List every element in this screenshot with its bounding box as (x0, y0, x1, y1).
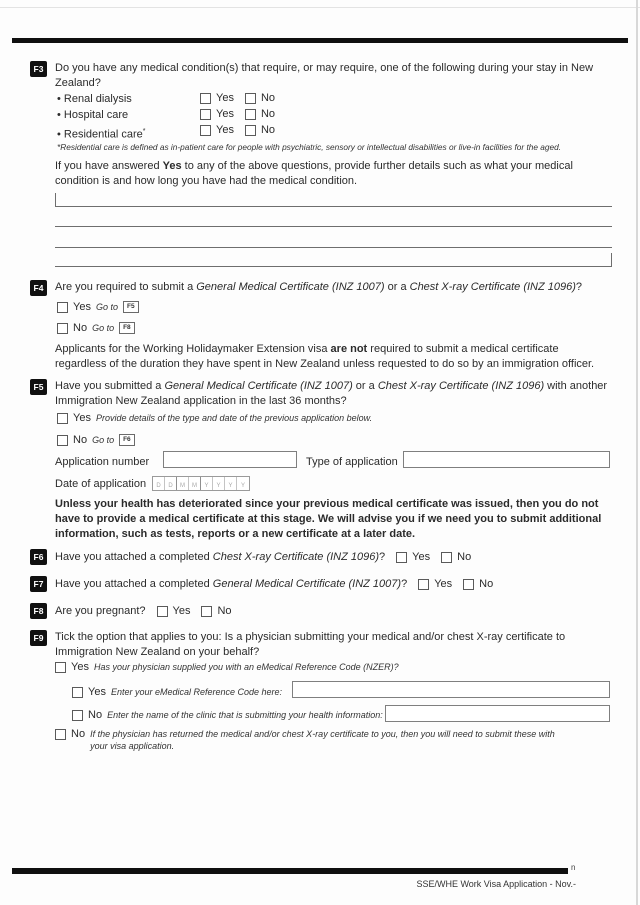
f4-yes-goto-text: Go to (95, 302, 118, 312)
f4-yes-label: Yes (73, 301, 91, 313)
f3-question: Do you have any medical condition(s) that require, or may require, one of the following during your stay in New Zealand? (55, 62, 594, 89)
f5-question: Have you submitted a General Medical Certificate (INZ 1007) or a Chest X-ray Certificate (INZ 1096) with another Immigration New Zealand application in the last 36 months? (55, 380, 608, 407)
f9-yes-label: Yes (71, 661, 89, 673)
f5-date-input[interactable] (152, 476, 250, 491)
date-cell-y3: Y (225, 477, 237, 490)
f6-yes-checkbox[interactable] (396, 552, 407, 563)
f4-note: Applicants for the Working Holidaymaker Extension visa are not required to submit a medical certificate regardless of the duration they have spent in New Zealand unless requested to do so by an immigration officer. (55, 343, 595, 370)
f7-row (55, 577, 493, 592)
section-divider-bar-bottom (12, 868, 568, 874)
f3-option-renal-label: • Renal dialysis (57, 93, 132, 105)
footer-document-title: SSE/WHE Work Visa Application - Nov.- (416, 879, 576, 889)
question-badge-f8: F8 (30, 603, 47, 619)
f3-details-writing-line-2[interactable] (55, 214, 612, 227)
f3-hospital-yes-label: Yes (216, 108, 234, 120)
f5-yes-label: Yes (73, 412, 91, 424)
f3-details-writing-line-4[interactable] (55, 254, 612, 267)
f9-no-note: If the physician has returned the medical and/or chest X-ray certificate to you, then you will need to submit these with your visa application. (90, 729, 555, 751)
question-badge-f5: F5 (30, 379, 47, 395)
f4-no-label: No (73, 322, 88, 334)
f8-no-checkbox[interactable] (201, 606, 212, 617)
f9-clinic-name-input[interactable] (385, 705, 610, 722)
f5-no-label: No (73, 434, 88, 446)
f3-renal-no-checkbox[interactable] (245, 93, 256, 104)
f3-option-residential-label: • Residential care* (57, 128, 146, 141)
f9-no-checkbox[interactable] (55, 729, 66, 740)
f5-yes-row (57, 412, 372, 424)
f3-hospital-no-label: No (260, 108, 276, 120)
f3-renal-yes-checkbox[interactable] (200, 93, 211, 104)
f9-no-row (55, 728, 615, 752)
f3-details-writing-line-3[interactable] (55, 235, 612, 248)
f3-renal-yes-label: Yes (216, 92, 234, 104)
f9-sub-yes-label: Yes (88, 686, 106, 698)
f4-question: Are you required to submit a General Medical Certificate (INZ 1007) or a Chest X-ray Certificate (INZ 1096)? (55, 281, 583, 293)
f9-sub-no-checkbox[interactable] (72, 710, 83, 721)
footer-bar-end-text: n (571, 863, 576, 872)
f7-no-label: No (479, 578, 494, 590)
f9-question: Tick the option that applies to you: Is a physician submitting your medical and/or chest X-ray certificate to Immigration New Zealand on your behalf? (55, 631, 566, 658)
f5-yes-note: Provide details of the type and date of the previous application below. (95, 413, 373, 423)
date-cell-y1: Y (201, 477, 213, 490)
f7-no-checkbox[interactable] (463, 579, 474, 590)
date-cell-d1: D (153, 477, 165, 490)
footnote-marker: * (142, 128, 146, 135)
date-cell-m1: M (177, 477, 189, 490)
f3-footnote: *Residential care is defined as in-patient care for people with psychiatric, sensory or intellectual disabilities or live-in facilities for the aged. (57, 142, 562, 152)
f5-date-label: Date of application (55, 478, 147, 490)
f5-yes-checkbox[interactable] (57, 413, 68, 424)
f9-sub-no-note: Enter the name of the clinic that is submitting your health information: (107, 710, 383, 720)
f6-yes-label: Yes (412, 551, 431, 563)
page-top-edge (0, 7, 640, 8)
question-badge-f9: F9 (30, 630, 47, 646)
f8-yes-checkbox[interactable] (157, 606, 168, 617)
f5-application-type-input[interactable] (403, 451, 610, 468)
f7-yes-label: Yes (434, 578, 453, 590)
f8-no-label: No (217, 605, 232, 617)
f3-details-writing-line-1[interactable] (55, 194, 612, 207)
f5-application-type-label: Type of application (306, 456, 398, 468)
f5-application-number-label: Application number (55, 456, 150, 468)
f9-sub-yes-note: Enter your eMedical Reference Code here: (110, 687, 283, 697)
f3-renal-answers (200, 92, 275, 104)
f3-residential-no-checkbox[interactable] (245, 125, 256, 136)
f9-sub-yes-checkbox[interactable] (72, 687, 83, 698)
f5-no-goto-text: Go to (92, 435, 115, 445)
f6-row (55, 550, 471, 565)
f4-no-goto-text: Go to (92, 323, 115, 333)
f9-sub-no-label: No (88, 709, 103, 721)
f9-yes-note: Has your physician supplied you with an eMedical Reference Code (NZER)? (93, 662, 399, 672)
f9-yes-checkbox[interactable] (55, 662, 66, 673)
f9-sub-yes-row (72, 686, 282, 698)
f3-residential-yes-label: Yes (216, 124, 234, 136)
question-badge-f6: F6 (30, 549, 47, 565)
f7-yes-checkbox[interactable] (418, 579, 429, 590)
f3-hospital-no-checkbox[interactable] (245, 109, 256, 120)
f5-no-checkbox[interactable] (57, 435, 68, 446)
f4-no-goto-target: F8 (119, 322, 135, 333)
f8-yes-label: Yes (172, 605, 191, 617)
f9-emedical-code-input[interactable] (292, 681, 610, 698)
f4-yes-goto-target: F5 (123, 301, 139, 312)
f3-renal-no-label: No (260, 92, 276, 104)
f5-application-number-input[interactable] (163, 451, 297, 468)
f4-yes-row (57, 301, 139, 313)
f6-no-checkbox[interactable] (441, 552, 452, 563)
f8-row (55, 604, 232, 619)
f3-residential-no-label: No (260, 124, 276, 136)
f5-no-goto-target: F6 (119, 434, 135, 445)
f3-details-instruction: If you have answered Yes to any of the above questions, provide further details such as what your medical condition is and how long you have had the medical condition. (55, 160, 573, 187)
f6-question: Have you attached a completed Chest X-ray Certificate (INZ 1096)? (55, 551, 386, 563)
f5-no-row (57, 434, 135, 446)
f4-yes-checkbox[interactable] (57, 302, 68, 313)
f3-hospital-answers (200, 108, 275, 120)
question-badge-f7: F7 (30, 576, 47, 592)
f7-question: Have you attached a completed General Medical Certificate (INZ 1007)? (55, 578, 408, 590)
f3-option-hospital-label: • Hospital care (57, 109, 129, 121)
f4-no-checkbox[interactable] (57, 323, 68, 334)
f9-no-label: No (71, 728, 86, 740)
f4-no-row (57, 322, 135, 334)
question-badge-f3: F3 (30, 61, 47, 77)
date-cell-d2: D (165, 477, 177, 490)
f9-sub-no-row (72, 709, 383, 721)
question-badge-f4: F4 (30, 280, 47, 296)
f9-yes-row (55, 661, 399, 673)
f5-advisory-note: Unless your health has deteriorated since your previous medical certificate was issued, then you do not have to provide a medical certificate at this stage. We will advise you if we need you to submit additional information, such as tests, reports or a new certificate at a later date. (55, 498, 602, 540)
date-cell-y2: Y (213, 477, 225, 490)
date-cell-m2: M (189, 477, 201, 490)
date-cell-y4: Y (240, 483, 245, 489)
page-right-edge (636, 0, 638, 905)
f8-question: Are you pregnant? (55, 605, 146, 617)
f3-hospital-yes-checkbox[interactable] (200, 109, 211, 120)
f3-residential-yes-checkbox[interactable] (200, 125, 211, 136)
f3-residential-answers (200, 124, 275, 136)
section-divider-bar-top (12, 38, 628, 43)
f6-no-label: No (457, 551, 472, 563)
